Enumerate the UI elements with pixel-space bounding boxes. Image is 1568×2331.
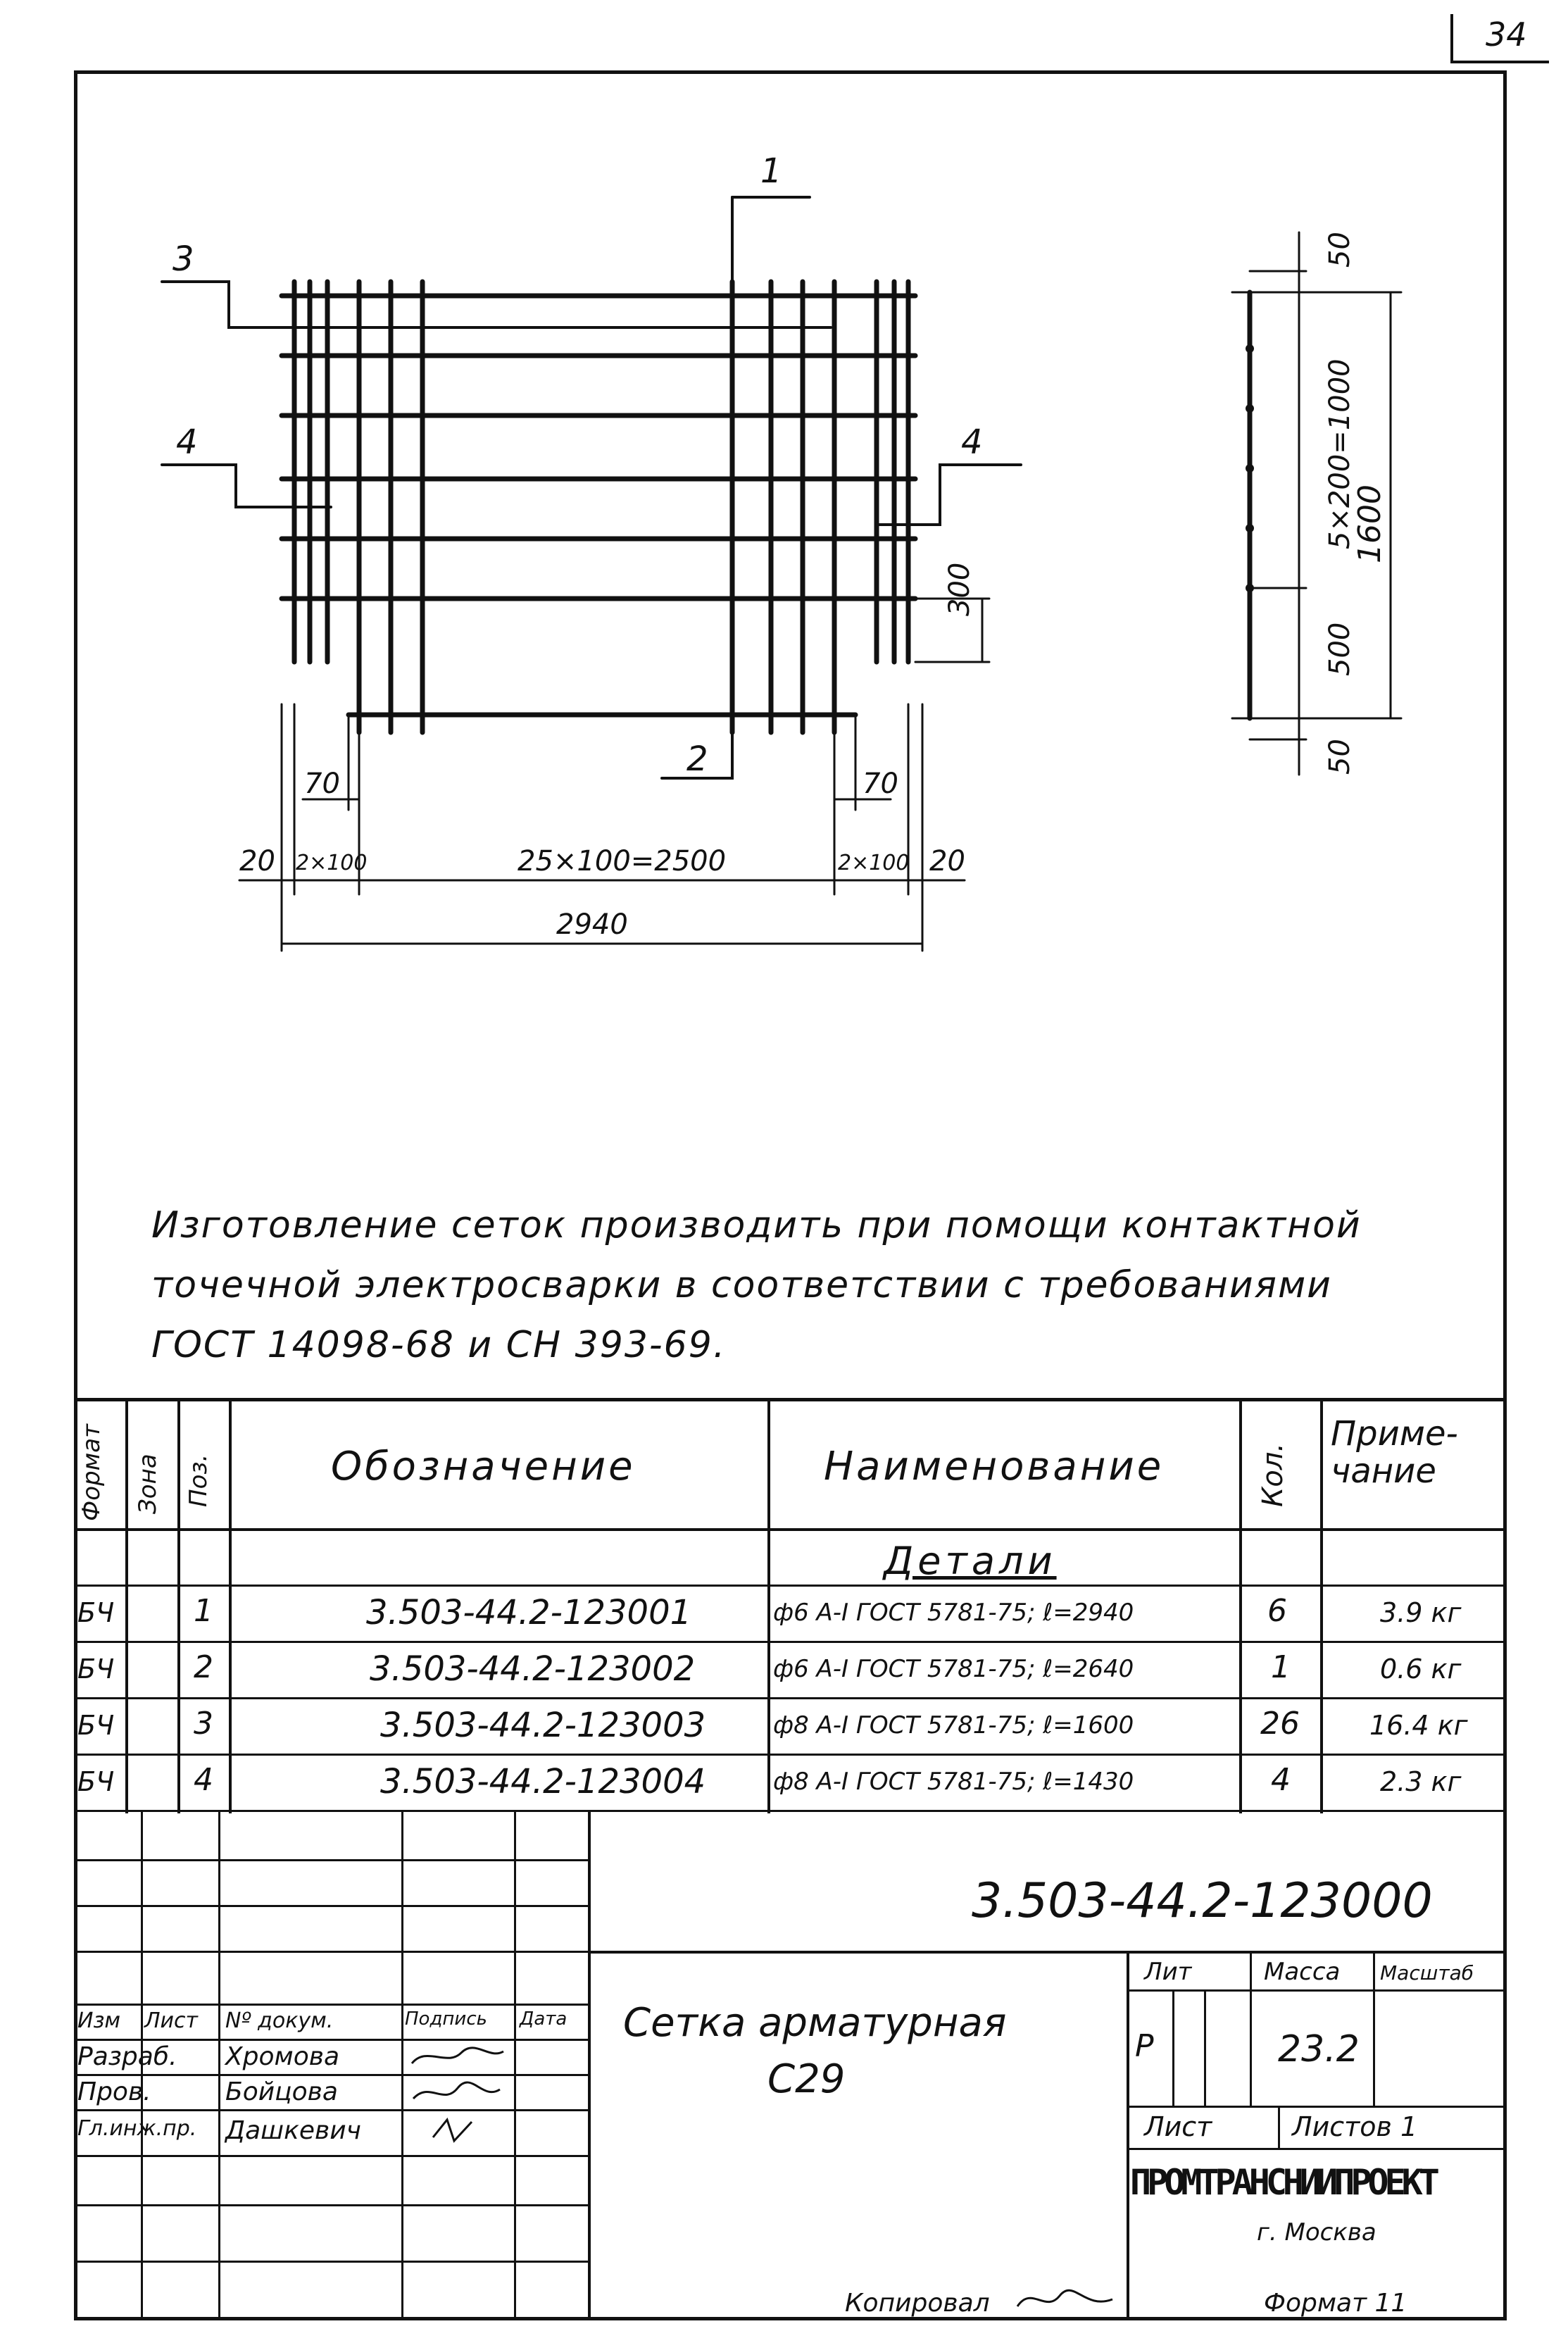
page-number: 34 bbox=[1486, 15, 1527, 54]
row1-qty: 6 bbox=[1267, 1593, 1287, 1629]
row1-name: ф6 A-I ГОСТ 5781-75; ℓ=2940 bbox=[773, 1599, 1134, 1627]
name-developer: Хромова bbox=[225, 2042, 339, 2071]
header-qty: Кол. bbox=[1257, 1442, 1289, 1507]
row1-designation: 3.503-44.2-123001 bbox=[366, 1593, 692, 1632]
doc-code: 3.503-44.2-123000 bbox=[972, 1873, 1433, 1929]
name-chief-engineer: Дашкевич bbox=[225, 2116, 361, 2145]
row2-designation: 3.503-44.2-123002 bbox=[370, 1649, 696, 1689]
col-date: Дата bbox=[520, 2008, 567, 2030]
row3-note: 16.4 кг bbox=[1369, 1710, 1468, 1741]
row3-pos: 3 bbox=[194, 1706, 213, 1742]
row3-qty: 26 bbox=[1260, 1706, 1300, 1742]
row1-pos: 1 bbox=[194, 1593, 213, 1629]
sheet-label: Лист bbox=[1144, 2111, 1212, 2142]
dim-70-right: 70 bbox=[863, 768, 898, 800]
callout-1: 1 bbox=[760, 151, 782, 191]
header-pos: Поз. bbox=[184, 1454, 213, 1507]
callout-4-left: 4 bbox=[176, 423, 198, 462]
mass-value: 23.2 bbox=[1278, 2028, 1360, 2070]
row2-note: 0.6 кг bbox=[1380, 1654, 1462, 1685]
dim-70-left: 70 bbox=[304, 768, 340, 800]
side-dim-50-top: 50 bbox=[1324, 232, 1356, 268]
header-format: Формат bbox=[77, 1424, 106, 1521]
row4-pos: 4 bbox=[194, 1762, 213, 1798]
callout-4-right: 4 bbox=[961, 423, 983, 462]
dim-20-left: 20 bbox=[239, 845, 275, 877]
dim-2x100-right: 2×100 bbox=[838, 851, 910, 875]
header-designation: Обозначение bbox=[331, 1444, 636, 1489]
copied-signature bbox=[1014, 2282, 1119, 2320]
row3-name: ф8 A-I ГОСТ 5781-75; ℓ=1600 bbox=[773, 1711, 1134, 1739]
role-developer: Разраб. bbox=[77, 2042, 177, 2071]
row2-qty: 1 bbox=[1271, 1649, 1291, 1685]
org-name: ПРОМТРАНСНИИПРОЕКТ bbox=[1130, 2162, 1436, 2203]
row3-format: БЧ bbox=[77, 1710, 115, 1741]
row4-qty: 4 bbox=[1271, 1762, 1291, 1798]
name-checker: Бойцова bbox=[225, 2077, 338, 2106]
dim-20-right: 20 bbox=[929, 845, 965, 877]
col-list: Лист bbox=[144, 2008, 199, 2033]
note-line-2: точечной электросварки в соответствии с требованиями bbox=[151, 1264, 1332, 1306]
col-izm: Изм bbox=[77, 2008, 121, 2033]
row2-pos: 2 bbox=[194, 1649, 213, 1685]
sheets-label: Листов 1 bbox=[1292, 2111, 1418, 2142]
dim-total-2940: 2940 bbox=[556, 908, 628, 941]
role-chief-engineer: Гл.инж.пр. bbox=[77, 2116, 197, 2141]
side-dim-500: 500 bbox=[1324, 622, 1356, 676]
horizontal-bars bbox=[282, 296, 915, 715]
section-details: Детали bbox=[884, 1539, 1057, 1583]
role-checker: Пров. bbox=[77, 2077, 151, 2106]
row3-designation: 3.503-44.2-123003 bbox=[380, 1706, 706, 1745]
header-zone: Зона bbox=[134, 1454, 162, 1514]
dim-2x100-left: 2×100 bbox=[296, 851, 368, 875]
row1-note: 3.9 кг bbox=[1380, 1597, 1462, 1628]
lit-value: Р bbox=[1135, 2028, 1154, 2064]
row1-format: БЧ bbox=[77, 1597, 115, 1628]
col-sign: Подпись bbox=[405, 2008, 487, 2030]
format-label: Формат 11 bbox=[1264, 2289, 1407, 2318]
side-dim-50-bottom: 50 bbox=[1324, 739, 1356, 775]
row4-note: 2.3 кг bbox=[1380, 1766, 1462, 1797]
lit-label: Лит bbox=[1144, 1958, 1192, 1986]
row2-format: БЧ bbox=[77, 1654, 115, 1685]
scale-label: Масштаб bbox=[1380, 1961, 1474, 1985]
title-line-1: Сетка арматурная bbox=[623, 2000, 1007, 2046]
copied-label: Копировал bbox=[845, 2289, 990, 2318]
side-dim-1600: 1600 bbox=[1352, 485, 1388, 563]
org-city: г. Москва bbox=[1257, 2218, 1376, 2246]
dim-300: 300 bbox=[943, 562, 976, 616]
row2-name: ф6 A-I ГОСТ 5781-75; ℓ=2640 bbox=[773, 1655, 1134, 1683]
row4-designation: 3.503-44.2-123004 bbox=[380, 1762, 706, 1801]
dim-25x100: 25×100=2500 bbox=[518, 845, 727, 877]
col-doc: Nº докум. bbox=[225, 2008, 334, 2033]
callout-3: 3 bbox=[173, 239, 194, 279]
title-line-2: С29 bbox=[767, 2056, 846, 2102]
callout-2: 2 bbox=[686, 739, 708, 779]
header-note: Приме- чание bbox=[1331, 1414, 1458, 1491]
mass-label: Масса bbox=[1264, 1958, 1341, 1986]
header-name: Наименование bbox=[824, 1444, 1165, 1489]
row4-format: БЧ bbox=[77, 1766, 115, 1797]
signatures bbox=[405, 2039, 510, 2155]
note-line-3: ГОСТ 14098-68 и СН 393-69. bbox=[151, 1324, 727, 1366]
side-dim-5x200: 5×200=1000 bbox=[1324, 358, 1356, 549]
row4-name: ф8 A-I ГОСТ 5781-75; ℓ=1430 bbox=[773, 1768, 1134, 1796]
vertical-bars bbox=[294, 282, 908, 732]
note-line-1: Изготовление сеток производить при помощи контактной bbox=[151, 1204, 1362, 1246]
